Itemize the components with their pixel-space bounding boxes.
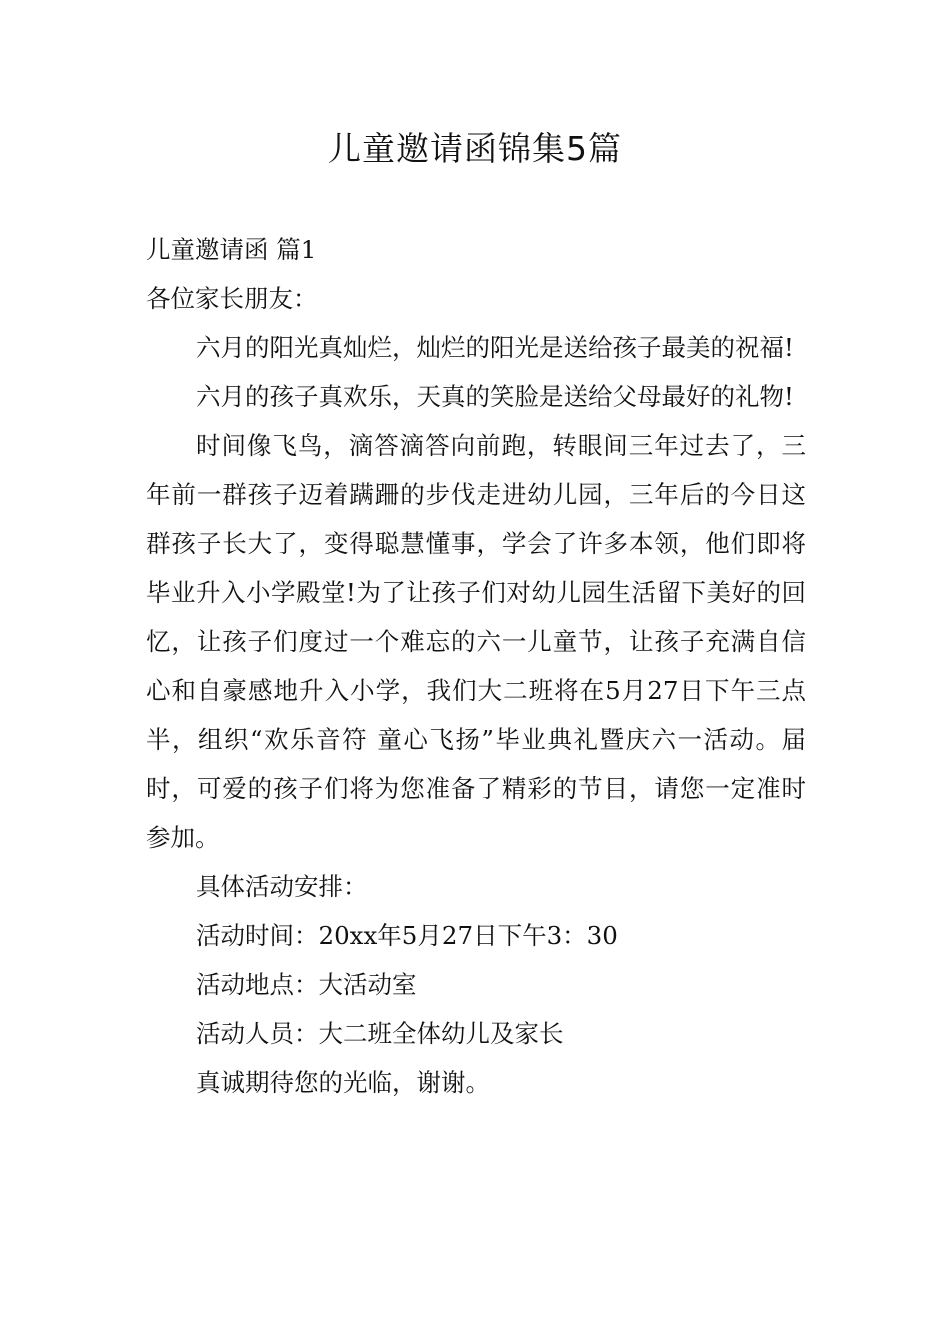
document-title: 儿童邀请函锦集5篇 <box>328 129 622 168</box>
closing-line: 真诚期待您的光临，谢谢。 <box>196 1068 490 1097</box>
section-heading: 儿童邀请函 篇1 <box>146 235 317 264</box>
greeting: 各位家长朋友： <box>146 284 318 313</box>
schedule-place: 活动地点：大活动室 <box>196 970 417 999</box>
paragraph-1: 六月的阳光真灿烂，灿烂的阳光是送给孩子最美的祝福! <box>196 333 794 362</box>
paragraph-2: 六月的孩子真欢乐，天真的笑脸是送给父母最好的礼物! <box>196 382 794 411</box>
schedule-heading: 具体活动安排： <box>196 872 368 901</box>
document-body <box>146 225 806 1107</box>
schedule-people: 活动人员：大二班全体幼儿及家长 <box>196 1019 564 1048</box>
paragraph-3: 时间像飞鸟，滴答滴答向前跑，转眼间三年过去了，三年前一群孩子迈着蹒跚的步伐走进幼儿园，三年后的今日这群孩子长大了，变得聪慧懂事，学会了许多本领，他们即将毕业升入小学殿堂!为了让孩子们对幼儿园生活留下美好的回忆，让孩子们度过一个难忘的六一儿童节，让孩子充满自信心和自豪感地升入小学，我们大二班将在5月27日下午三点半，组织“欢乐音符 童心飞扬”毕业典礼暨庆六一活动。届时，可爱的孩子们将为您准备了精彩的节目，请您一定准时参加。 <box>146 431 806 852</box>
schedule-time: 活动时间：20xx年5月27日下午3：30 <box>196 921 618 950</box>
